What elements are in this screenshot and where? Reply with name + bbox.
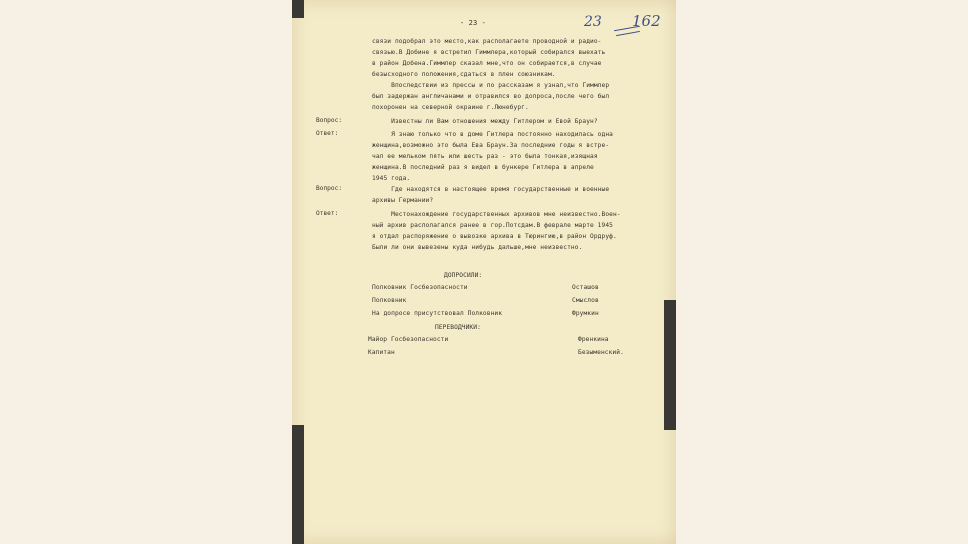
body-text-line: связью.В Добине я встретил Гиммлера,который собирался выехать xyxy=(372,49,606,56)
body-text-line: Известны ли Вам отношения между Гитлером и Евой Браун? xyxy=(372,118,598,125)
qa-label: Вопрос: xyxy=(316,185,343,192)
signatory-name: Смыслов xyxy=(572,297,599,304)
body-text-line: Где находятся в настоящее время государственные и военные xyxy=(372,186,610,193)
body-text-line: похоронен на северной окраине г.Люнебург. xyxy=(372,104,529,111)
signatory-name: Фрумкин xyxy=(572,310,599,317)
signatory-title: Капитан xyxy=(368,349,395,356)
body-text-line: женщина.В последний раз я видел в бункере Гитлера в апреле xyxy=(372,164,594,171)
scan-edge-left xyxy=(292,0,304,18)
signatory-name: Безыменский. xyxy=(578,349,624,356)
translators-heading: ПЕРЕВОДЧИКИ: xyxy=(435,324,481,331)
signatory-title: Полковник Госбезопасности xyxy=(372,284,468,291)
body-text-line: 1945 года. xyxy=(372,175,411,182)
signatory-title: Полковник xyxy=(372,297,407,304)
signatory-name: Френкина xyxy=(578,336,609,343)
body-text-line: Были ли они вывезены куда нибудь дальше,мне неизвестно. xyxy=(372,244,583,251)
body-text-line: ный архив располагался ранее в гор.Потсдам.В феврале марте 1945 xyxy=(372,222,613,229)
body-text-line: чал ее мельком пять или шесть раз - это была тонкая,изящная xyxy=(372,153,598,160)
body-text-line: женщина,возможно это была Ева Браун.За последние годы я встре- xyxy=(372,142,610,149)
qa-label: Вопрос: xyxy=(316,117,343,124)
body-text-line: я отдал распоряжение о вывозке архива в Тюрингию,в район Ордруф. xyxy=(372,233,617,240)
signatory-title: Майор Госбезопасности xyxy=(368,336,449,343)
handwritten-archive-number: 162 xyxy=(632,12,661,30)
interrogators-heading: ДОПРОСИЛИ: xyxy=(444,272,483,279)
body-text-line: был задержан англичанами и отравился во допроса,после чего был xyxy=(372,93,610,100)
scan-edge-left xyxy=(292,425,304,544)
handwritten-folio-number: 23 xyxy=(584,14,602,30)
body-text-line: в район Добена.Гиммлер сказал мне,что он собирается,в случае xyxy=(372,60,602,67)
body-text-line: Впоследствии из прессы и по рассказам я узнал,что Гиммлер xyxy=(372,82,610,89)
body-text-line: безысходного положения,сдаться в плен союзникам. xyxy=(372,71,556,78)
signatory-name: Осташов xyxy=(572,284,599,291)
body-text-line: Я знаю только что в доме Гитлера постоянно находилась одна xyxy=(372,131,613,138)
qa-label: Ответ: xyxy=(316,210,339,217)
qa-label: Ответ: xyxy=(316,130,339,137)
body-text-line: Местонахождение государственных архивов мне неизвестно.Воен- xyxy=(372,211,621,218)
page-number: - 23 - xyxy=(460,19,486,27)
body-text-line: связи подобрал это место,как располагаете проводной и радио- xyxy=(372,38,602,45)
scan-edge-right xyxy=(664,300,676,430)
signatory-title: На допросе присутствовал Полковник xyxy=(372,310,503,317)
body-text-line: архивы Германии? xyxy=(372,197,434,204)
